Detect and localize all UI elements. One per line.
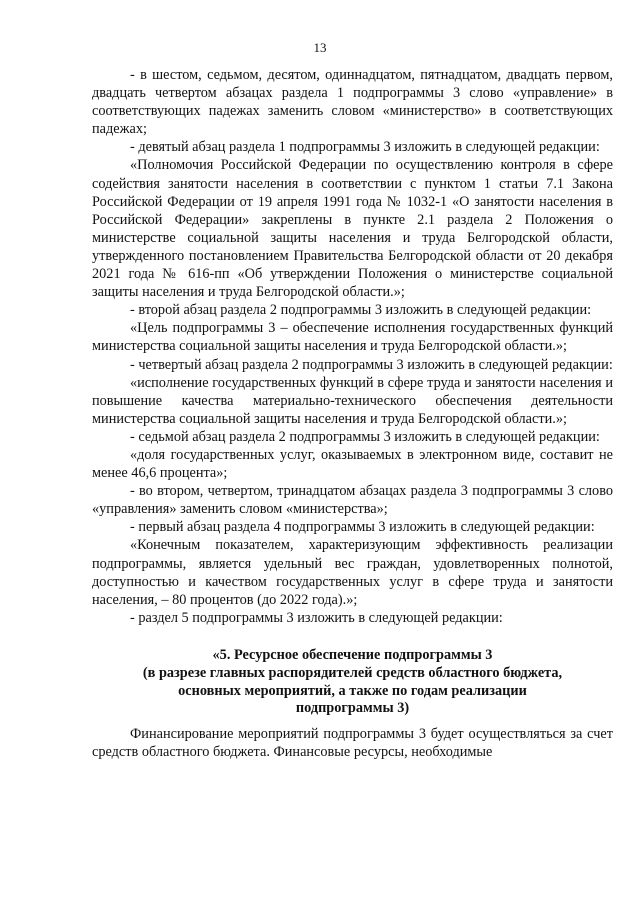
document-body (92, 66, 613, 761)
paragraph-1: - в шестом, седьмом, десятом, одиннадцатом, пятнадцатом, двадцать первом, двадцать четвертом абзацах раздела 1 подпрограммы 3 слово «управление» в соответствующих падежах заменить словом «министерство» в соответствующих падежах; (92, 67, 613, 138)
paragraph-3: «Полномочия Российской Федерации по осуществлению контроля в сфере содействия занятости населения в соответствии с пунктом 1 статьи 7.1 Закона Российской Федерации от 19 апреля 1991 года № 1032-1 «О занятости населения в Российской Федерации» закреплены в пункте 2.1 раздела 2 Положения о министерстве социальной защиты населения и труда Белгородской области, утвержденного постановлением Правительства Белгородской области от 20 декабря 2021 года № 616-пп «Об утверждении Положения о министерстве социальной защиты населения и труда Белгородской области.»; (92, 157, 613, 301)
paragraph-8: - седьмой абзац раздела 2 подпрограммы 3 изложить в следующей редакции: (130, 428, 600, 445)
paragraph-6: - четвертый абзац раздела 2 подпрограммы 3 изложить в следующей редакции: (130, 356, 613, 373)
paragraph-12: «Конечным показателем, характеризующим эффективность реализации подпрограммы, является удельный вес граждан, удовлетворенных полнотой, доступностью и качеством государственных услуг в сфере труда и занятости населения, – 80 процентов (до 2022 года).»; (92, 537, 613, 608)
paragraph-5: «Цель подпрограммы 3 – обеспечение исполнения государственных функций министерства социальной защиты населения и труда Белгородской области.»; (92, 320, 613, 355)
paragraph-10: - во втором, четвертом, тринадцатом абзацах раздела 3 подпрограммы 3 слово «управления» заменить словом «министерства»; (92, 483, 613, 518)
heading-line-2: (в разрезе главных распорядителей средств областного бюджета, (142, 664, 563, 681)
paragraph-14: Финансирование мероприятий подпрограммы 3 будет осуществляться за счет средств областного бюджета. Финансовые ресурсы, необходимые (92, 726, 613, 761)
paragraph-4: - второй абзац раздела 2 подпрограммы 3 изложить в следующей редакции: (130, 302, 592, 319)
paragraph-7: «исполнение государственных функций в сфере труда и занятости населения и повышение качества материально-технического обеспечения деятельности министерства социальной защиты населения и труда Белгородской области.»; (92, 374, 613, 427)
page-number: 13 (313, 40, 327, 55)
paragraph-11: - первый абзац раздела 4 подпрограммы 3 изложить в следующей редакции: (130, 519, 595, 536)
paragraph-9: «доля государственных услуг, оказываемых в электронном виде, составит не менее 46,6 процента»; (92, 446, 613, 482)
section-heading (92, 647, 613, 718)
paragraph-13: - раздел 5 подпрограммы 3 изложить в следующей редакции: (130, 609, 503, 626)
paragraph-2: - девятый абзац раздела 1 подпрограммы 3 изложить в следующей редакции: (130, 139, 600, 156)
heading-line-1: «5. Ресурсное обеспечение подпрограммы 3 (212, 646, 493, 663)
heading-line-4: подпрограммы 3) (295, 700, 410, 717)
heading-line-3: основных мероприятий, а также по годам реализации (178, 682, 527, 699)
